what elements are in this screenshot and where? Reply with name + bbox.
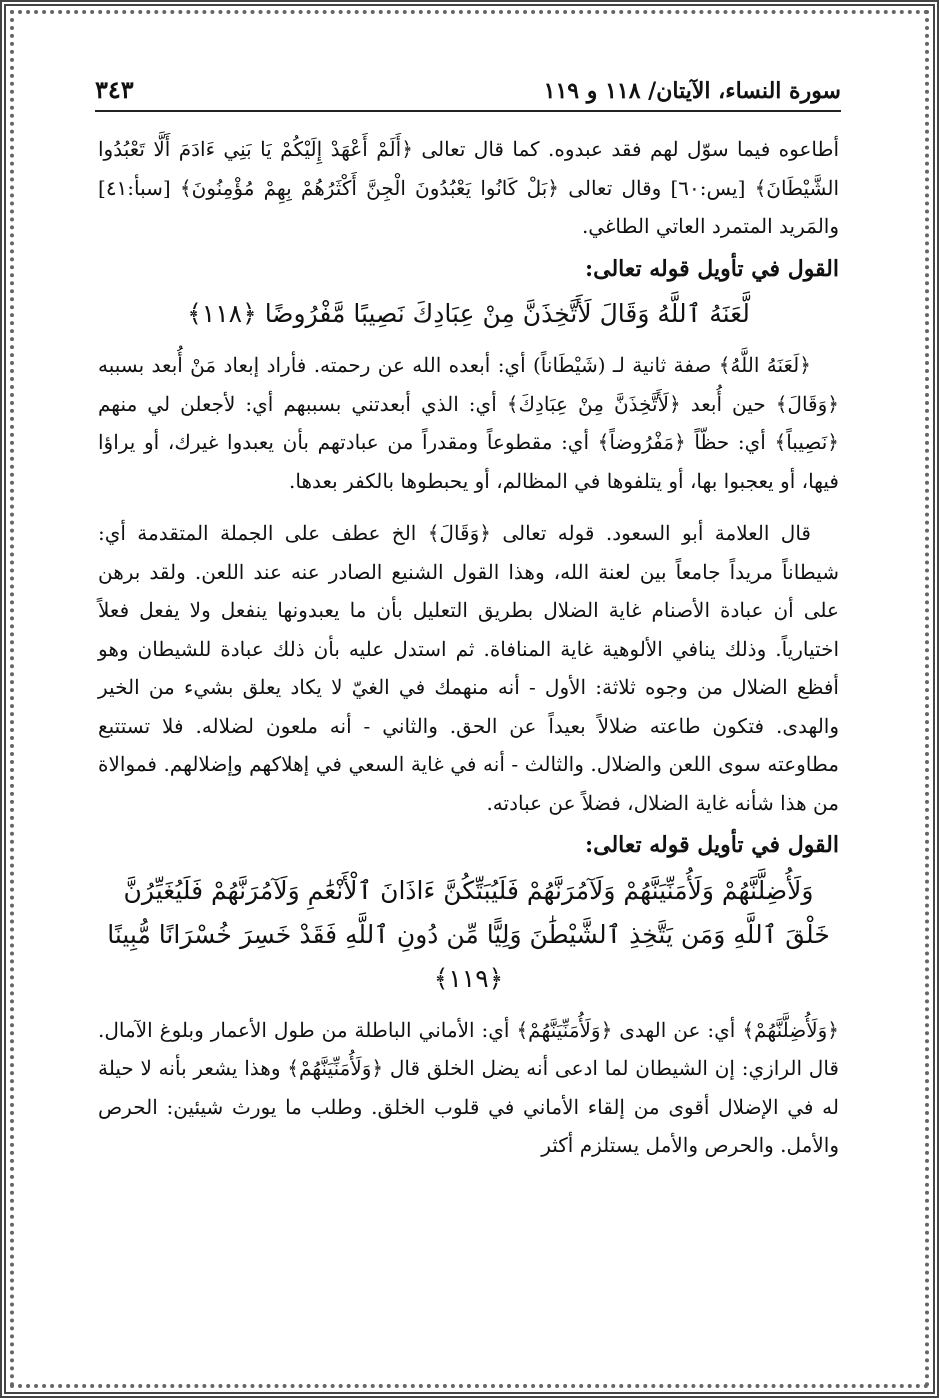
section-heading-1: القول في تأويل قوله تعالى: (585, 255, 839, 282)
page-header (95, 62, 841, 112)
section-heading-2: القول في تأويل قوله تعالى: (585, 832, 839, 858)
paragraph-1: أطاعوه فيما سوّل لهم فقد عبدوه. كما قال تعالى ﴿أَلَمْ أَعْهَدْ إِلَيْكُمْ يَا بَنِي ءَادَمَ أَلَّا تَعْبُدُوا الشَّيْطَانَ﴾ [يس:٦٠] وقال تعالى ﴿بَلْ كَانُوا يَعْبُدُونَ الْجِنَّ أَكْثَرُهُمْ بِهِمْ مُؤْمِنُونَ﴾ [سبأ:٤١] والمَريد المتمرد العاتي الطاغي. (98, 137, 840, 238)
page-number: ٣٤٣ (95, 75, 134, 104)
quran-verse-119: وَلَأُضِلَّنَّهُمْ وَلَأُمَنِّيَنَّهُمْ وَلَآمُرَنَّهُمْ فَلَيُبَتِّكُنَّ ءَاذَانَ ٱلْأَنْعَٰمِ وَلَآمُرَنَّهُمْ فَلَيُغَيِّرُنَّ خَلْقَ ٱللَّهِ وَمَن يَتَّخِذِ ٱلشَّيْطَٰنَ وَلِيًّا مِّن دُونِ ٱللَّهِ فَقَدْ خَسِرَ خُسْرَانًا مُّبِينًا ﴿١١٩﴾ (107, 875, 830, 993)
paragraph-4: ﴿وَلَأُضِلَّنَّهُمْ﴾ أي: عن الهدى ﴿وَلَأُمَنِّيَنَّهُمْ﴾ أي: الأماني الباطلة من طول الأعمار وبلوغ الآمال. قال الرازي: إن الشيطان لما ادعى أنه يضل الخلق قال ﴿وَلَأُمَنِّيَنَّهُمْ﴾ وهذا يشعر بأنه لا حيلة له في الإضلال أقوى من إلقاء الأماني في قلوب الخلق. وطلب ما يورث شيئين: الحرص والأمل. والحرص والأمل يستلزم أكثر (98, 1017, 839, 1157)
quran-verse-118: لَّعَنَهُ ٱللَّهُ وَقَالَ لَأَتَّخِذَنَّ مِنْ عِبَادِكَ نَصِيبًا مَّفْرُوضًا ﴿١١٨﴾ (187, 299, 750, 328)
running-title: سورة النساء، الآيتان/ ١١٨ و ١١٩ (543, 78, 841, 104)
paragraph-2: ﴿لَعَنَهُ اللَّهُ﴾ صفة ثانية لـ (شَيْطَاناً) أي: أبعده الله عن رحمته. فأراد إبعاد مَنْ أُبعد بسببه ﴿وَقَالَ﴾ حين أُبعد ﴿لَأَتَّخِذَنَّ مِنْ عِبَادِكَ﴾ أي: الذي أبعدتني بسببهم أي: لأجعلن لي منهم ﴿نَصِيباً﴾ أي: حظّاً ﴿مَفْرُوضاً﴾ أي: مقطوعاً ومقدراً من عبادتهم بأن يعبدوا غيرك، أو يراؤا فيها، أو يعجبوا بها، أو يتلفوها في المظالم، أو يحبطوها بالكفر بعدها. (98, 353, 839, 493)
paragraph-3: قال العلامة أبو السعود. قوله تعالى ﴿وَقَالَ﴾ الخ عطف على الجملة المتقدمة أي: شيطاناً مريداً جامعاً بين لعنة الله، وهذا القول الشنيع الصادر عنه عند اللعن. ولقد برهن على أن عبادة الأصنام غاية الضلال بطريق التعليل بأن ما يعبدونها ينفعل ولا يفعل فعلاً اختيارياً. وذلك ينافي الألوهية غاية المنافاة. ثم استدل عليه بأن ذلك عبادة للشيطان وهو أفظع الضلال من وجوه ثلاثة: الأول - أنه منهمك في الغيّ لا يكاد يعلق بشيء من الخير والهدى. فتكون طاعته ضلالاً بعيداً عن الحق. والثاني - أنه ملعون لضلاله. فلا تستتبع مطاوعته سوى اللعن والضلال. والثالث - أنه في غاية السعي في إهلاكهم وإضلالهم. فموالاة من هذا شأنه غاية الضلال، فضلاً عن عبادته. (98, 521, 839, 815)
page-body (98, 130, 839, 1165)
